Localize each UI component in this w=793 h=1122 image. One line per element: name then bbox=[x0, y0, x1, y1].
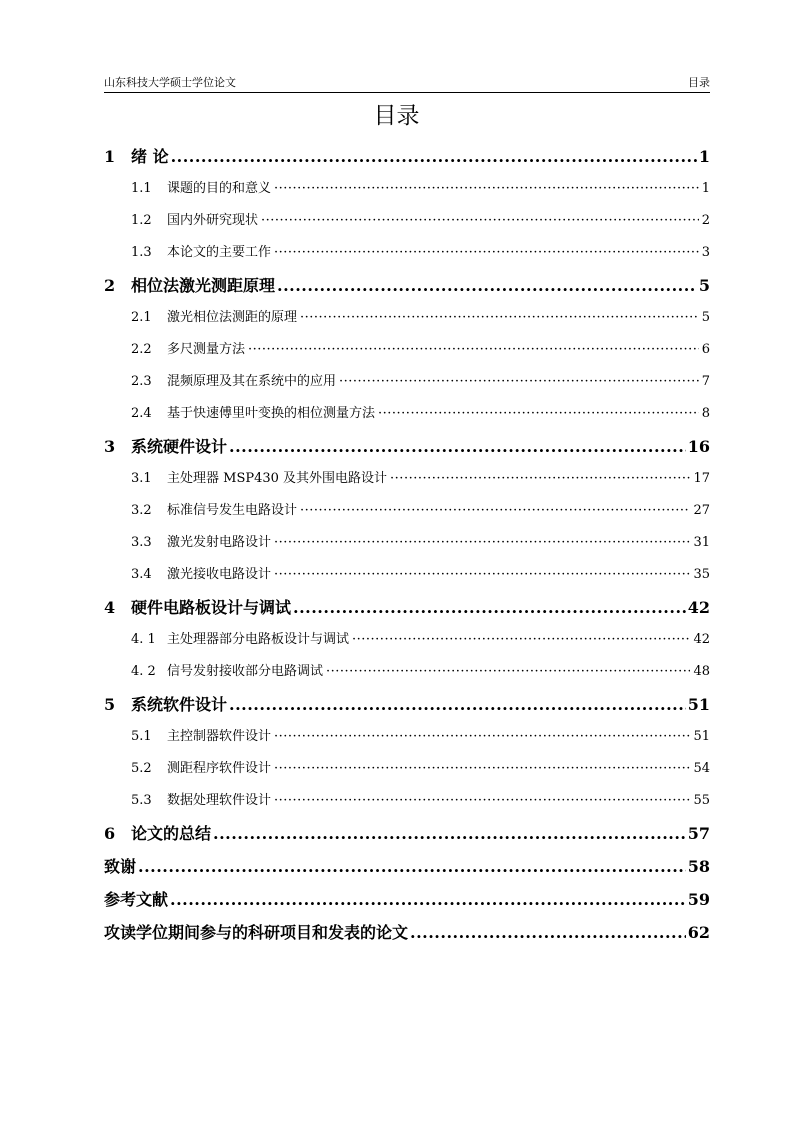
toc-entry-page: 57 bbox=[687, 824, 710, 843]
toc-entry-number: 4. 1 bbox=[131, 632, 156, 647]
toc-entry-number: 5.3 bbox=[131, 793, 152, 808]
toc-section-entry[interactable] bbox=[104, 205, 710, 237]
toc-entry-title: 主控制器软件设计 bbox=[167, 729, 272, 744]
header-section: 目录 bbox=[688, 76, 710, 89]
toc-leader-dots bbox=[352, 624, 690, 656]
table-of-contents bbox=[104, 140, 710, 949]
toc-entry-page: 16 bbox=[687, 437, 710, 456]
toc-leader-dots bbox=[274, 173, 699, 205]
toc-entry-title: 论文的总结 bbox=[131, 824, 212, 843]
toc-leader-dots bbox=[300, 302, 699, 334]
toc-entry-title: 致谢 bbox=[104, 857, 137, 876]
toc-leader-dots bbox=[229, 430, 686, 463]
toc-section-entry[interactable] bbox=[104, 656, 710, 688]
toc-entry-number: 3.3 bbox=[131, 535, 152, 550]
toc-section-entry[interactable] bbox=[104, 398, 710, 430]
toc-entry-page: 7 bbox=[701, 374, 710, 389]
toc-leader-dots bbox=[274, 753, 690, 785]
toc-leader-dots bbox=[378, 398, 699, 430]
toc-entry-page: 6 bbox=[701, 342, 710, 357]
toc-entry-title: 混频原理及其在系统中的应用 bbox=[167, 374, 337, 389]
toc-entry-number: 1.2 bbox=[131, 213, 152, 228]
toc-entry-number: 2.3 bbox=[131, 374, 152, 389]
toc-leader-dots bbox=[274, 527, 690, 559]
toc-leader-dots bbox=[274, 721, 690, 753]
toc-chapter-entry[interactable] bbox=[104, 817, 710, 850]
toc-entry-title: 硬件电路板设计与调试 bbox=[131, 598, 292, 617]
toc-entry-title: 相位法激光测距原理 bbox=[131, 276, 276, 295]
toc-entry-page: 31 bbox=[693, 535, 710, 550]
toc-entry-title: 测距程序软件设计 bbox=[167, 761, 272, 776]
toc-leader-dots bbox=[138, 850, 686, 883]
toc-entry-number: 3.4 bbox=[131, 567, 152, 582]
toc-entry-page: 17 bbox=[693, 471, 710, 486]
running-header bbox=[104, 76, 710, 93]
toc-entry-title: 本论文的主要工作 bbox=[167, 245, 272, 260]
toc-leader-dots bbox=[300, 495, 690, 527]
toc-entry-number: 3.2 bbox=[131, 503, 152, 518]
toc-section-entry[interactable] bbox=[104, 366, 710, 398]
toc-chapter-entry[interactable] bbox=[104, 883, 710, 916]
toc-entry-title: 系统硬件设计 bbox=[131, 437, 228, 456]
toc-entry-number: 2.2 bbox=[131, 342, 152, 357]
toc-section-entry[interactable] bbox=[104, 302, 710, 334]
toc-chapter-entry[interactable] bbox=[104, 916, 710, 949]
toc-entry-number: 1.1 bbox=[131, 181, 152, 196]
toc-entry-page: 42 bbox=[693, 632, 710, 647]
toc-section-entry[interactable] bbox=[104, 559, 710, 591]
toc-entry-page: 55 bbox=[693, 793, 710, 808]
toc-entry-page: 1 bbox=[701, 181, 710, 196]
toc-entry-page: 54 bbox=[693, 761, 710, 776]
toc-chapter-entry[interactable] bbox=[104, 430, 710, 463]
toc-entry-page: 2 bbox=[701, 213, 710, 228]
toc-entry-title: 数据处理软件设计 bbox=[167, 793, 272, 808]
toc-entry-number: 1.3 bbox=[131, 245, 152, 260]
toc-entry-title: 标准信号发生电路设计 bbox=[167, 503, 298, 518]
toc-entry-page: 35 bbox=[693, 567, 710, 582]
toc-leader-dots bbox=[213, 817, 686, 850]
toc-entry-title: 激光发射电路设计 bbox=[167, 535, 272, 550]
toc-chapter-entry[interactable] bbox=[104, 591, 710, 624]
toc-entry-title: 课题的目的和意义 bbox=[167, 181, 272, 196]
toc-chapter-entry[interactable] bbox=[104, 688, 710, 721]
toc-entry-page: 51 bbox=[693, 729, 710, 744]
toc-section-entry[interactable] bbox=[104, 753, 710, 785]
toc-entry-page: 5 bbox=[701, 310, 710, 325]
toc-entry-page: 48 bbox=[693, 664, 710, 679]
toc-entry-title: 系统软件设计 bbox=[131, 695, 228, 714]
toc-entry-page: 27 bbox=[693, 503, 710, 518]
toc-entry-title: 多尺测量方法 bbox=[167, 342, 246, 357]
toc-section-entry[interactable] bbox=[104, 721, 710, 753]
toc-entry-page: 62 bbox=[687, 923, 710, 942]
toc-leader-dots bbox=[171, 140, 697, 173]
toc-entry-title: 参考文献 bbox=[104, 890, 169, 909]
toc-leader-dots bbox=[261, 205, 699, 237]
toc-entry-number: 2 bbox=[104, 276, 116, 295]
toc-entry-number: 4. 2 bbox=[131, 664, 156, 679]
toc-entry-page: 1 bbox=[698, 147, 710, 166]
toc-leader-dots bbox=[170, 883, 686, 916]
page-title: 目录 bbox=[373, 103, 420, 129]
toc-leader-dots bbox=[410, 916, 686, 949]
toc-entry-title: 主处理器部分电路板设计与调试 bbox=[167, 632, 350, 647]
toc-section-entry[interactable] bbox=[104, 785, 710, 817]
toc-entry-page: 42 bbox=[687, 598, 710, 617]
toc-leader-dots bbox=[390, 463, 690, 495]
toc-entry-number: 2.4 bbox=[131, 406, 152, 421]
toc-section-entry[interactable] bbox=[104, 495, 710, 527]
toc-section-entry[interactable] bbox=[104, 624, 710, 656]
toc-entry-title: 国内外研究现状 bbox=[167, 213, 259, 228]
toc-entry-number: 5.2 bbox=[131, 761, 152, 776]
toc-leader-dots bbox=[326, 656, 690, 688]
toc-section-entry[interactable] bbox=[104, 237, 710, 269]
toc-entry-page: 59 bbox=[687, 890, 710, 909]
toc-section-entry[interactable] bbox=[104, 463, 710, 495]
toc-chapter-entry[interactable] bbox=[104, 850, 710, 883]
toc-entry-title: 绪 论 bbox=[131, 147, 169, 166]
toc-entry-page: 5 bbox=[698, 276, 710, 295]
toc-entry-number: 6 bbox=[104, 824, 116, 843]
toc-entry-number: 3.1 bbox=[131, 471, 152, 486]
toc-entry-number: 2.1 bbox=[131, 310, 152, 325]
toc-entry-title: 主处理器 MSP430 及其外围电路设计 bbox=[167, 471, 388, 486]
toc-leader-dots bbox=[274, 785, 690, 817]
toc-leader-dots bbox=[339, 366, 699, 398]
toc-entry-number: 5.1 bbox=[131, 729, 152, 744]
toc-leader-dots bbox=[277, 269, 697, 302]
toc-leader-dots bbox=[274, 237, 699, 269]
toc-entry-title: 基于快速傅里叶变换的相位测量方法 bbox=[167, 406, 376, 421]
toc-entry-number: 4 bbox=[104, 598, 116, 617]
toc-section-entry[interactable] bbox=[104, 527, 710, 559]
toc-entry-number: 5 bbox=[104, 695, 116, 714]
toc-leader-dots bbox=[229, 688, 686, 721]
toc-section-entry[interactable] bbox=[104, 334, 710, 366]
toc-entry-page: 8 bbox=[701, 406, 710, 421]
toc-chapter-entry[interactable] bbox=[104, 140, 710, 173]
toc-leader-dots bbox=[274, 559, 690, 591]
toc-chapter-entry[interactable] bbox=[104, 269, 710, 302]
toc-entry-page: 3 bbox=[701, 245, 710, 260]
header-university: 山东科技大学硕士学位论文 bbox=[104, 76, 236, 89]
toc-entry-page: 58 bbox=[687, 857, 710, 876]
toc-entry-number: 3 bbox=[104, 437, 116, 456]
toc-section-entry[interactable] bbox=[104, 173, 710, 205]
toc-leader-dots bbox=[248, 334, 699, 366]
toc-leader-dots bbox=[293, 591, 686, 624]
toc-entry-title: 信号发射接收部分电路调试 bbox=[167, 664, 324, 679]
toc-entry-number: 1 bbox=[104, 147, 116, 166]
toc-entry-title: 攻读学位期间参与的科研项目和发表的论文 bbox=[104, 923, 409, 942]
toc-entry-title: 激光接收电路设计 bbox=[167, 567, 272, 582]
toc-entry-title: 激光相位法测距的原理 bbox=[167, 310, 298, 325]
toc-entry-page: 51 bbox=[687, 695, 710, 714]
